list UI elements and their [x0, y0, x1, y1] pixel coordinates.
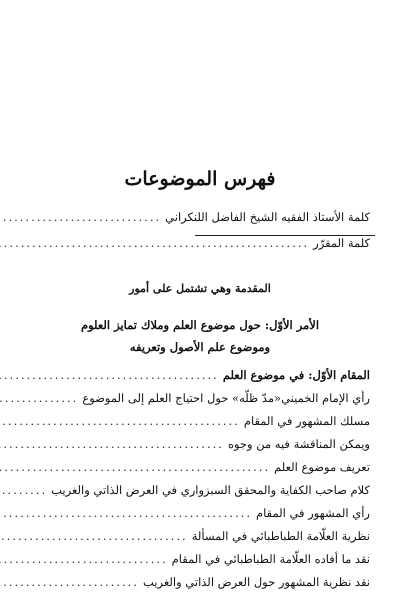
toc-entry [18, 437, 370, 457]
toc-entry-label: رأي الإمام الخميني«مدّ ظلّه» حول احتياج العلم إلى الموضوع [82, 391, 370, 405]
toc-entry-label: كلام صاحب الكفاية والمحقق السبزواري في العرض الذاتي والغريب [51, 483, 370, 497]
page-title: فهرس الموضوعات [124, 168, 276, 190]
toc-entry [18, 391, 370, 411]
toc-entry-label: كلمة الأستاذ الفقيه الشيخ الفاضل اللنكراني [165, 210, 370, 224]
leader-dots [0, 437, 224, 451]
leader-dots [0, 368, 219, 382]
toc-entry [18, 236, 370, 256]
leader-dots [0, 460, 270, 474]
toc-entry [18, 506, 370, 526]
toc-entry-label: رأي المشهور في المقام [256, 506, 370, 520]
leader-dots [0, 506, 252, 520]
leader-dots [0, 236, 309, 250]
leader-dots [0, 552, 168, 566]
toc-entry [18, 210, 370, 230]
toc-entry [18, 529, 370, 549]
toc-entry-label: نقد ما أفاده العلّامة الطباطبائي في المقام [171, 552, 370, 566]
toc-entry [18, 414, 370, 434]
leader-dots [0, 210, 161, 224]
toc-entry-label: نقد نظرية المشهور حول العرض الذاتي والغريب [143, 575, 370, 589]
toc-entry-label: ويمكن المناقشة فيه من وجوه [227, 437, 370, 451]
toc-entry [18, 552, 370, 572]
toc-entry-label: المقام الأوّل: في موضوع العلم [222, 368, 370, 382]
toc-entry [18, 575, 370, 595]
section-heading: الأمر الأوّل: حول موضوع العلم وملاك تمايز العلوم [80, 318, 320, 332]
leader-dots [0, 391, 78, 405]
section-heading-continued: وموضوع علم الأصول وتعريفه [129, 340, 271, 354]
toc-entry-label: مسلك المشهور في المقام [243, 414, 370, 428]
leader-dots [0, 414, 240, 428]
toc-entry [18, 368, 370, 388]
toc-entry-label: كلمة المقرّر [313, 236, 370, 250]
toc-entry-label: نظرية العلّامة الطباطبائي في المسألة [191, 529, 370, 543]
toc-entry-label: تعريف موضوع العلم [274, 460, 370, 474]
intro-heading: المقدمة وهي تشتمل على أمور [129, 282, 271, 295]
leader-dots [0, 529, 188, 543]
toc-entry [18, 460, 370, 480]
leader-dots [0, 575, 139, 589]
toc-entry [18, 483, 370, 503]
leader-dots [0, 483, 47, 497]
